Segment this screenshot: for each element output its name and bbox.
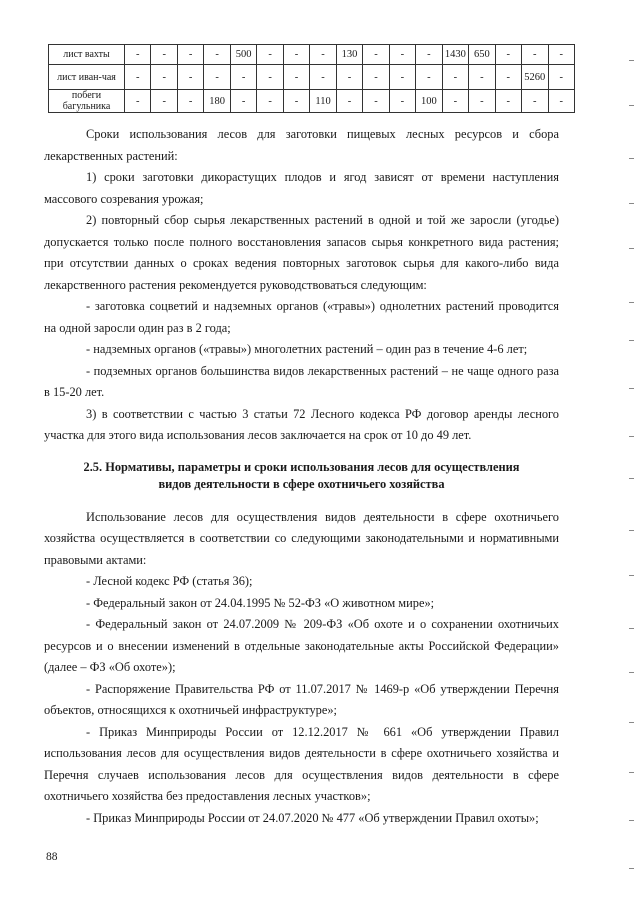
table-row-label: лист вахты xyxy=(49,45,125,65)
table-cell: - xyxy=(283,90,309,113)
table-cell: - xyxy=(204,65,230,90)
table-cell: - xyxy=(230,65,256,90)
paragraph-law-6: - Приказ Минприроды России от 24.07.2020 № 477 «Об утверждении Правил охоты»; xyxy=(86,810,539,825)
table-cell: - xyxy=(177,65,203,90)
table-cell: - xyxy=(548,45,574,65)
paragraph-dash-2: - надземных органов («травы») многолетних растений – один раз в течение 4-6 лет; xyxy=(86,342,528,356)
paragraph-law-3: - Федеральный закон от 24.07.2009 № 209-ФЗ «Об охоте и о сохранении охотничьих ресурсов и о внесении изменений в отдельные законодательные акты Российской Федерации» (далее – ФЗ «Об охоте»); xyxy=(44,617,559,674)
paragraph-law-5: - Приказ Минприроды России от 12.12.2017 № 661 «Об утверждении Правил использования лесов для осуществления видов деятельности в сфере охотничьего хозяйства и Перечня случаев использования лесов для осуществления видов деятельности в сфере охотничьего хозяйства без предоставления лесных участков»; xyxy=(44,724,559,803)
body-text xyxy=(44,124,559,829)
table-cell: - xyxy=(469,65,495,90)
table-cell: - xyxy=(125,45,151,65)
table-cell: - xyxy=(257,45,283,65)
table-cell: - xyxy=(442,65,468,90)
table-cell: - xyxy=(389,90,415,113)
table-cell: - xyxy=(416,65,442,90)
table-cell: - xyxy=(310,65,336,90)
paragraph-law-1: - Лесной кодекс РФ (статья 36); xyxy=(86,574,253,588)
table-cell: 650 xyxy=(469,45,495,65)
paragraph-item-3: 3) в соответствии с частью 3 статьи 72 Лесного кодекса РФ договор аренды лесного участка для этого вида использования лесов заключается на срок от 10 до 49 лет. xyxy=(44,406,559,442)
table-cell: - xyxy=(495,65,521,90)
table-cell: - xyxy=(442,90,468,113)
table-cell: - xyxy=(495,45,521,65)
table-cell: - xyxy=(151,45,177,65)
table-cell: 5260 xyxy=(522,65,548,90)
page-number: 88 xyxy=(46,851,58,863)
table-cell: - xyxy=(336,90,362,113)
paragraph-intro: Сроки использования лесов для заготовки пищевых лесных ресурсов и сбора лекарственных растений: xyxy=(44,127,559,163)
paragraph-law-2: - Федеральный закон от 24.04.1995 № 52-ФЗ «О животном мире»; xyxy=(86,595,435,610)
table-cell: - xyxy=(363,90,389,113)
table-cell: - xyxy=(230,90,256,113)
table-cell: 1430 xyxy=(442,45,468,65)
table-row xyxy=(49,65,575,90)
table-cell: - xyxy=(151,90,177,113)
table-row-label: лист иван-чая xyxy=(49,65,125,90)
paragraph-dash-1: - заготовка соцветий и надземных органов («травы») однолетних растений проводится на одной заросли один раз в 2 года; xyxy=(44,299,559,335)
table-cell: - xyxy=(495,90,521,113)
section-heading-line2: видов деятельности в сфере охотничьего хозяйства xyxy=(158,476,445,491)
table-cell: - xyxy=(389,45,415,65)
table-cell: - xyxy=(548,90,574,113)
table-cell: - xyxy=(177,90,203,113)
paragraph-dash-3: - подземных органов большинства видов лекарственных растений – не чаще одного раза в 15-20 лет. xyxy=(44,363,559,399)
table-cell: - xyxy=(151,65,177,90)
table-cell: - xyxy=(204,45,230,65)
table-cell: - xyxy=(363,65,389,90)
table-cell: - xyxy=(310,45,336,65)
table-cell: - xyxy=(363,45,389,65)
section-heading xyxy=(44,459,559,493)
table-cell: - xyxy=(257,90,283,113)
paragraph-item-2: 2) повторный сбор сырья лекарственных растений в одной и той же заросли (угодье) допускается только после полного восстановления запасов сырья конкретного вида растения; при отсутствии данных о сроках ведения повторных заготовок сырья для какого-либо вида лекарственного растения рекомендуется руководствоваться следующим: xyxy=(44,213,559,292)
resource-table xyxy=(48,44,575,113)
table-row xyxy=(49,45,575,65)
table-cell: - xyxy=(283,45,309,65)
table-cell: 130 xyxy=(336,45,362,65)
table-cell: - xyxy=(548,65,574,90)
table-cell: - xyxy=(469,90,495,113)
table-cell: - xyxy=(177,45,203,65)
scan-edge-marks xyxy=(620,0,640,905)
table-cell: 100 xyxy=(416,90,442,113)
paragraph-item-1: 1) сроки заготовки дикорастущих плодов и ягод зависят от времени наступления массового созревания урожая; xyxy=(44,170,559,206)
table-cell: 500 xyxy=(230,45,256,65)
table-cell: - xyxy=(125,65,151,90)
section-heading-line1: 2.5. Нормативы, параметры и сроки использования лесов для осуществления xyxy=(83,459,520,474)
resource-table-body xyxy=(49,45,575,113)
table-cell: - xyxy=(257,65,283,90)
table-cell: - xyxy=(522,45,548,65)
table-cell: - xyxy=(522,90,548,113)
table-cell: - xyxy=(125,90,151,113)
table-cell: - xyxy=(283,65,309,90)
paragraph-hunting-intro: Использование лесов для осуществления видов деятельности в сфере охотничьего хозяйства осуществляется в соответствии со следующими законодательными и нормативными правовыми актами: xyxy=(44,509,559,567)
table-cell: - xyxy=(389,65,415,90)
paragraph-law-4: - Распоряжение Правительства РФ от 11.07.2017 № 1469-р «Об утверждении Перечня объектов, относящихся к охотничьей инфраструктуре»; xyxy=(44,681,559,717)
table-row xyxy=(49,90,575,113)
table-row-label: побеги багульника xyxy=(49,90,125,113)
table-cell: - xyxy=(336,65,362,90)
table-cell: 110 xyxy=(310,90,336,113)
table-cell: 180 xyxy=(204,90,230,113)
table-cell: - xyxy=(416,45,442,65)
